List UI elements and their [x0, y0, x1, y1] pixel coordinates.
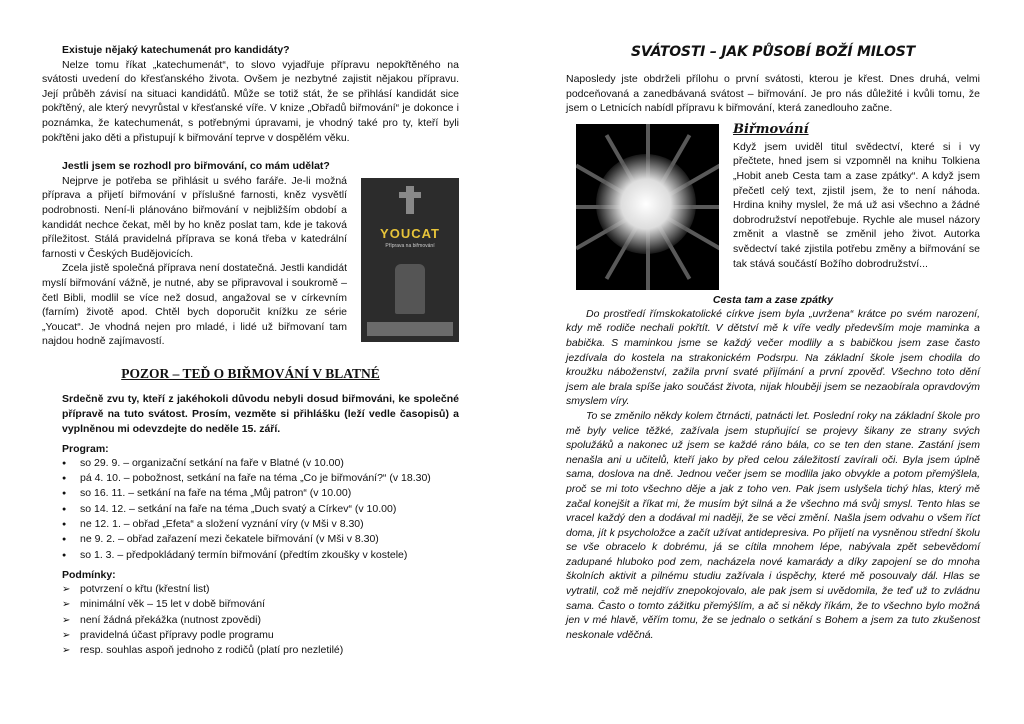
paragraph-preparation: Zcela jistě společná příprava není dostatečná. Jestli kandidát myslí biřmování vážně, je nutné, aby se připravoval i soukromě – četl Bibli, modlil se více než dosud, angažoval se v církevním (farním) životě apod. Chtěl bych doporučit knížku ze série „Youcat“. Je vhodná nejen pro mladé, i lidé už biřmovaní tam najdou hodně zajímavostí.: [42, 262, 347, 348]
conditions-list: [42, 582, 459, 658]
story-title: Cesta tam a zase zpátky: [712, 293, 834, 306]
cover-cross-icon: [406, 186, 414, 214]
confirmation-paragraph: Když jsem uviděl titul svědectví, které si i vy přečtete, hned jsem si vzpomněl na knihu Tolkiena „Hobit aneb Cesta tam a zase zpátky“. A když jsem přečetl celý text, zjistil jsem, že to není náhoda. Hrdina knihy myslel, že má už asi všechno a žádné dobrodružství nepotřebuje. Rychle ale musel názory změnit a vlastně se změnil jeho život. Autorka svědectví také zjistila potřebu změny a biřmování se tak stává součástí Božího dobrodružství...: [733, 140, 980, 270]
program-item: ● pá 4. 10. – pobožnost, setkání na faře na téma „Co je biřmování?“ (v 18.30): [62, 471, 459, 486]
paragraph-catechumenate: Nelze tomu říkat „katechumenát“, to slovo vyjadřuje přípravu nepokřtěného na svátosti uvedení do křesťanského života. Ovšem je nezbytné zajistit nějakou přípravu. Její průběh závisí na situaci kandidátů. Může se totiž stát, že se přihlásí kandidát sice pokřtěný, ale který nevyrůstal v křesťanské víře. V knize „Obřadů biřmování“ je dokonce i poznámka, že katechumenát, s potřebnými úpravami, je vhodný také pro ty, kteří byli pokřtěni jako děti a přistupují k biřmování teprve v dospělém věku.: [42, 58, 459, 144]
right-page: [512, 0, 1024, 724]
question-catechumenate: Existuje nějaký katechumenát pro kandidáty?: [62, 44, 290, 56]
story-paragraph-2: To se změnilo někdy kolem čtrnácti, patnácti let. Poslední roky na základní škole pro mě byly velice těžké, zažívala jsem stupňující se projevy šikany ze strany svých spolužáků a nakonec už jsem se každé ráno bála, co se ten den stane. Zastání jsem nenašla ani u učitelů, kteří jako by před celou záležitostí zavírali oči. Byla jsem úplně sama, doslova na dně. Jednou večer jsem se modlila jako obvykle a potom přemýšlela, proč se mi toto všechno děje a jak z toho ven. Pak jsem uslyšela tichý hlas, který mě začal konejšit a říkat mi, že musím být silná a že všechno má svůj smysl. Tento hlas se vracel každý den a dodával mi naději, že se věci změní. Našla jsem odvahu o všem říct doma, jít k psycholožce a začít užívat antidepresiva. Po přijetí na vysněnou střední školu se vše obracelo k dobrému, já se cítila mnohem lépe, nabývala zpět sebevědomí zadupané hluboko pod zem, nacházela nové kamarády a díky zapojení se do mnoha školních aktivit a pilnému studiu zažívala i úspěchy, které mě posouvaly dál. Hlas se vytratil, což mě nejdřív znepokojovalo, ale pak jsem si uvědomila, že teď už to zvládnu sama. Často o tomto zážitku přemýšlím, a ač si někdy říkám, že to všechno bylo možná jen v mé hlavě, věřím tomu, že se jednalo o setkání s Bohem a jsem za tuto zkušenost neskonale vděčná.: [566, 409, 980, 641]
question-decided: Jestli jsem se rozhodl pro biřmování, co mám udělat?: [62, 160, 330, 173]
announcement-lead: Srdečně zvu ty, kteří z jakéhokoli důvodu nebyli dosud biřmováni, ke společné přípravě na tuto svátost. Prosím, vezměte si přihlášku (leží vedle časopisů) a vyplněnou mi odevzdejte do neděle 15. září.: [62, 392, 459, 435]
program-item: ● so 29. 9. – organizační setkání na faře v Blatné (v 10.00): [62, 456, 459, 471]
condition-item: ➢ potvrzení o křtu (křestní list): [62, 582, 459, 597]
announcement-title: POZOR – TEĎ O BIŘMOVÁNÍ V BLATNÉ: [121, 365, 380, 381]
condition-item: ➢ resp. souhlas aspoň jednoho z rodičů (platí pro nezletilé): [62, 643, 459, 658]
program-item: ● ne 12. 1. – obřad „Efeta“ a složení vyznání víry (v Mši v 8.30): [62, 517, 459, 532]
conditions-label: Podmínky:: [62, 568, 116, 581]
story-paragraph-1: Do prostředí římskokatolické církve jsem byla „uvržena“ krátce po svém narození, kdy mě rodiče nechali pokřtít. V dětství mě k víře vedly především moje maminka a babička. S maminkou jsme se každý večer modlily a s babičkou jsem zase často jezdívala do kostela na strakonickém Podsrpu. Na základní škole jsem chodila do kroužku náboženství, zažila první svaté přijímání a první zpověď. Všechno toto dění jsem ale brala spíše jako součást života, nijak hlouběji jsem se nezaobírala opravdovým smyslem víry.: [566, 307, 980, 408]
program-item: ● so 14. 12. – setkání na faře na téma „Duch svatý a Církev“ (v 10.00): [62, 502, 459, 517]
page-title: SVÁTOSTI – JAK PŮSOBÍ BOŽÍ MILOST: [631, 44, 915, 60]
program-label: Program:: [62, 442, 109, 455]
section-heading-confirmation: Biřmování: [733, 121, 809, 137]
holy-spirit-dove-image: [576, 124, 719, 290]
condition-item: ➢ pravidelná účast přípravy podle programu: [62, 628, 459, 643]
program-item: ● ne 9. 2. – obřad zařazení mezi čekatele biřmování (v Mši v 8.30): [62, 532, 459, 547]
cover-cross-bar: [399, 192, 421, 198]
cover-figure-image: [395, 264, 425, 314]
program-item: ● so 1. 3. – předpokládaný termín biřmování (předtím zkoušky v kostele): [62, 548, 459, 563]
condition-item: ➢ minimální věk – 15 let v době biřmování: [62, 597, 459, 612]
paragraph-register: Nejprve je potřeba se přihlásit u svého faráře. Je-li možná příprava a přijetí biřmování v příslušné farnosti, kněz vysvětlí podrobnosti. Není-li plánováno biřmování v nejbližším období a kandidát nechce čekat, měl by ho kněz poslat tam, kde je taková příležitost. Stálá pravidelná příprava se koná třeba v katedrální farnosti v Českých Budějovicích.: [42, 174, 347, 260]
cover-subtitle: Příprava na biřmování: [385, 242, 435, 249]
program-item: ● so 16. 11. – setkání na faře na téma „Můj patron“ (v 10.00): [62, 486, 459, 501]
intro-paragraph: Naposledy jste obdrželi přílohu o první svátosti, kterou je křest. Dnes druhá, velmi podceňovaná a zanedbávaná svátost – biřmování. Je pro nás důležité i kvůli tomu, že jsem o Letnicích nabídl přípravu k biřmování, která zanedlouho začne.: [566, 73, 980, 115]
youcat-book-cover: [361, 178, 459, 342]
cover-crowd-image: [367, 322, 453, 336]
cover-title: YOUCAT: [380, 225, 440, 241]
program-list: [42, 456, 459, 563]
condition-item: ➢ není žádná překážka (nutnost zpovědi): [62, 613, 459, 628]
